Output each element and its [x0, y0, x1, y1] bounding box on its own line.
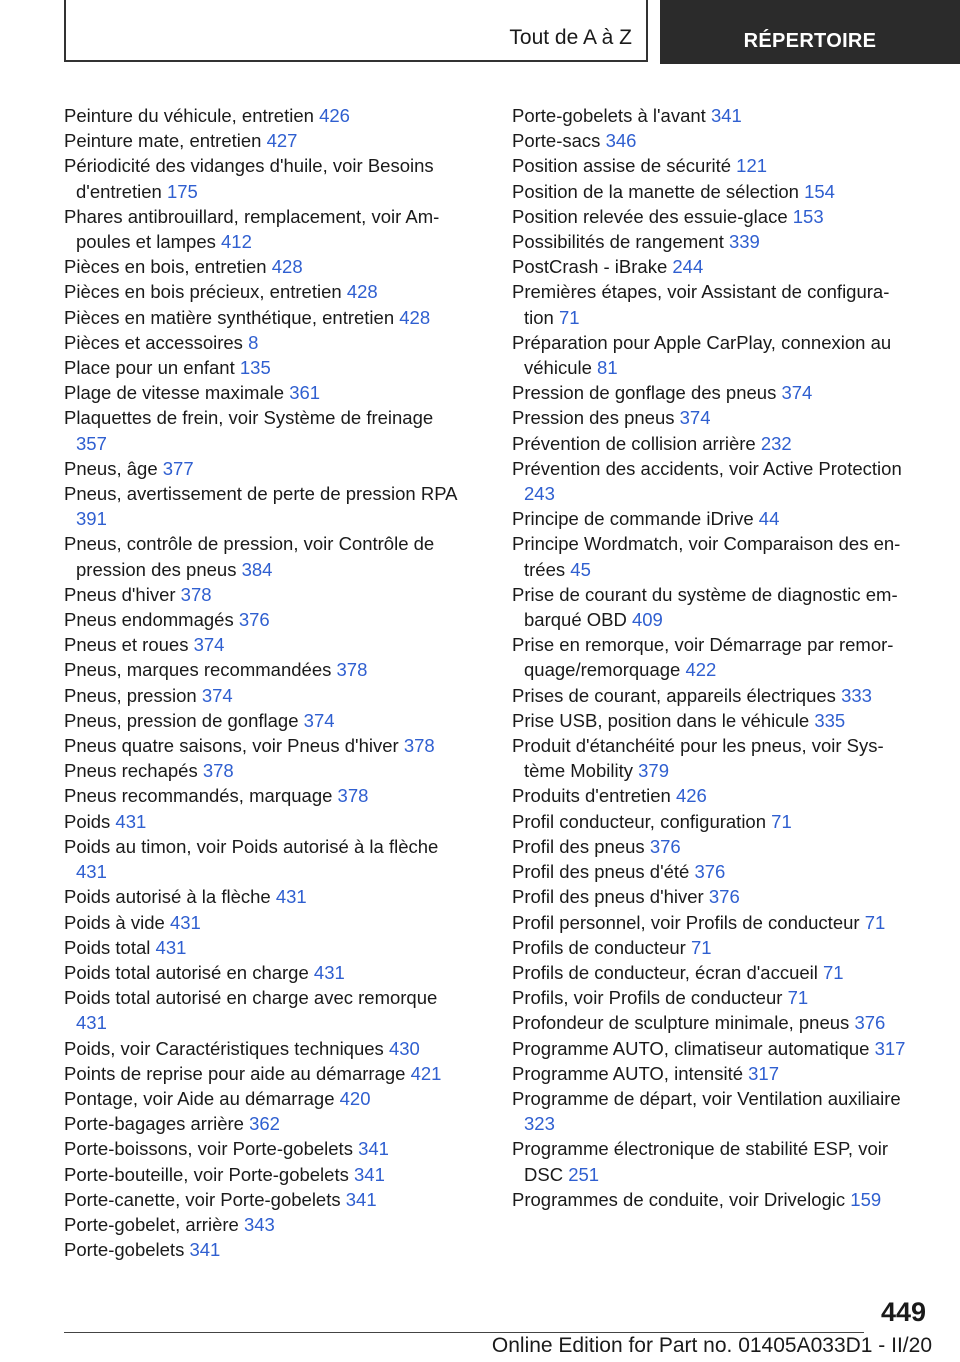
page-reference-link[interactable]: 428 [271, 256, 303, 278]
index-entry [512, 380, 912, 405]
index-entry [512, 330, 912, 380]
page-reference-link[interactable]: 378 [180, 583, 212, 605]
index-entry [64, 809, 464, 834]
page-reference-link[interactable]: 81 [597, 357, 618, 379]
index-entry-text: Poids autorisé à la flèche [64, 886, 271, 908]
index-entry [64, 531, 464, 581]
index-entry [64, 305, 464, 330]
index-entry [64, 1136, 464, 1161]
index-entry-text: Poids [64, 810, 111, 832]
index-entry [64, 733, 464, 758]
index-entry [512, 103, 912, 128]
page-reference-link[interactable]: 428 [346, 281, 378, 303]
page-reference-link[interactable]: 431 [76, 861, 107, 883]
page-reference-link[interactable]: 243 [524, 483, 555, 505]
section-tab [64, 0, 648, 62]
page-reference-link[interactable]: 378 [336, 659, 368, 681]
page-reference-link[interactable]: 421 [410, 1062, 442, 1084]
index-entry-text: Pression de gonflage des pneus [512, 382, 777, 404]
index-entry-text: Poids à vide [64, 911, 165, 933]
page-reference-link[interactable]: 378 [337, 785, 369, 807]
page-reference-link[interactable]: 71 [690, 936, 712, 958]
index-entry [512, 204, 912, 229]
index-entry-text: Poids total autorisé en charge [64, 961, 309, 983]
index-entry [64, 935, 464, 960]
index-entry-text: Prise USB, position dans le véhicule [512, 709, 810, 731]
index-entry-text: Principe Wordmatch, voir Comparaison des entrées [512, 533, 901, 580]
footer-edition: Online Edition for Part no. 01405A033D1 - II/20 [491, 1334, 932, 1357]
index-entry [512, 632, 912, 682]
page-reference-link[interactable]: 44 [758, 508, 780, 530]
page-reference-link[interactable]: 346 [605, 130, 637, 152]
page-reference-link[interactable]: 121 [736, 155, 768, 177]
page-reference-link[interactable]: 339 [728, 231, 760, 253]
index-entry [512, 1187, 912, 1212]
index-entry-text: PostCrash - iBrake [512, 256, 668, 278]
index-entry-text: Prises de courant, appareils électriques [512, 684, 836, 706]
index-entry-text: Prise de courant du système de diagnostic embarqué OBD [512, 583, 898, 631]
index-entry [64, 910, 464, 935]
index-entry [64, 1212, 464, 1237]
page-reference-link[interactable]: 251 [568, 1163, 600, 1185]
index-entry [64, 1162, 464, 1187]
index-entry [512, 809, 912, 834]
index-entry-text: Points de reprise pour aide au démarrage [64, 1062, 406, 1084]
index-entry-text: Pièces en bois précieux, entretien [64, 281, 342, 303]
page-reference-link[interactable]: 431 [115, 810, 147, 832]
page-reference-link[interactable]: 428 [399, 306, 431, 328]
page-reference-link[interactable]: 343 [243, 1213, 275, 1235]
page-reference-link[interactable]: 135 [239, 357, 271, 379]
page-reference-link[interactable]: 426 [675, 785, 707, 807]
index-entry [512, 1086, 912, 1136]
index-entry [64, 758, 464, 783]
index-entry [64, 456, 464, 481]
index-entry [512, 733, 912, 783]
page-reference-link[interactable]: 377 [162, 457, 194, 479]
page-reference-link[interactable]: 361 [289, 382, 321, 404]
index-entry-text: Pontage, voir Aide au démarrage [64, 1087, 335, 1109]
index-entry-text: Pneus, contrôle de pression, voir Contrôle de pression des pneus [64, 533, 435, 580]
index-entry [64, 657, 464, 682]
page-reference-link[interactable]: 341 [710, 105, 742, 126]
footer-divider [64, 1332, 864, 1333]
index-entry-text: Plage de vitesse maximale [64, 382, 285, 404]
index-entry-text: Pneus, pression de gonflage [64, 709, 299, 731]
index-entry-text: Profil des pneus d'été [512, 861, 690, 883]
index-entry-text: Peinture du véhicule, entretien [64, 105, 314, 126]
index-entry [64, 128, 464, 153]
page-reference-link[interactable]: 8 [248, 331, 259, 353]
page-reference-link[interactable]: 341 [358, 1138, 389, 1160]
index-entry-text: Porte-bagages arrière [64, 1113, 244, 1135]
page-reference-link[interactable]: 362 [249, 1113, 280, 1135]
page-reference-link[interactable]: 426 [319, 105, 350, 126]
page-header [64, 0, 960, 64]
page-reference-link[interactable]: 341 [345, 1188, 377, 1210]
index-entry [64, 103, 464, 128]
index-entry [512, 834, 912, 859]
index-entry [64, 380, 464, 405]
index-entry [64, 330, 464, 355]
index-entry-text: Prévention de collision arrière [512, 432, 756, 454]
index-entry [512, 960, 912, 985]
index-entry-text: Profils de conducteur [512, 936, 686, 958]
index-entry [512, 229, 912, 254]
index-entry-text: Pièces en bois, entretien [64, 256, 267, 278]
index-entry [512, 683, 912, 708]
index-entry-text: Pneus endommagés [64, 609, 234, 631]
page-reference-link[interactable]: 71 [558, 306, 580, 328]
index-entry [64, 1036, 464, 1061]
index-entry [512, 884, 912, 909]
index-entry-text: Porte-sacs [512, 130, 601, 152]
page-reference-link[interactable]: 431 [169, 911, 201, 933]
page-reference-link[interactable]: 335 [814, 709, 846, 731]
index-entry-text: Pneus, marques recommandées [64, 659, 332, 681]
index-entry [64, 204, 464, 254]
index-entry [64, 153, 464, 203]
index-entry-text: Plaquettes de frein, voir Système de freinage [64, 407, 434, 429]
page-reference-link[interactable]: 374 [201, 684, 233, 706]
index-entry-text: Pneus recommandés, marquage [64, 785, 333, 807]
index-entry-text: Position de la manette de sélection [512, 180, 799, 202]
index-entry-text: Pneus, pression [64, 684, 197, 706]
page-reference-link[interactable]: 71 [864, 911, 886, 933]
index-entry [512, 985, 912, 1010]
index-entry [64, 708, 464, 733]
page-reference-link[interactable]: 391 [76, 508, 107, 530]
index-entry-text: Pneus, avertissement de perte de pression RPA [64, 483, 457, 505]
page-reference-link[interactable]: 430 [388, 1037, 420, 1059]
index-entry [64, 405, 464, 455]
index-entry-text: Porte-gobelets à l'avant [512, 105, 706, 126]
index-entry-text: Produits d'entretien [512, 785, 671, 807]
chapter-label: RÉPERTOIRE [743, 30, 877, 52]
index-entry [64, 279, 464, 304]
index-entry-text: Prévention des accidents, voir Active Protection [512, 457, 902, 479]
page-reference-link[interactable]: 244 [672, 256, 704, 278]
index-entry [512, 708, 912, 733]
index-entry [512, 1061, 912, 1086]
page-reference-link[interactable]: 374 [303, 709, 335, 731]
index-entry-text: Pièces en matière synthétique, entretien [64, 306, 395, 328]
page-reference-link[interactable]: 376 [649, 835, 681, 857]
page-reference-link[interactable]: 378 [403, 735, 435, 757]
index-entry [64, 1111, 464, 1136]
page-reference-link[interactable]: 317 [748, 1062, 780, 1084]
index-entry [64, 355, 464, 380]
page-reference-link[interactable]: 376 [694, 861, 726, 883]
index-entry [64, 632, 464, 657]
index-entry [512, 254, 912, 279]
page-reference-link[interactable]: 374 [679, 407, 711, 429]
index-entry-text: Profil conducteur, configuration [512, 810, 767, 832]
page-reference-link[interactable]: 384 [241, 558, 273, 580]
page-reference-link[interactable]: 376 [238, 609, 270, 631]
index-entry-text: Position relevée des essuie-glace [512, 205, 788, 227]
index-column-right [512, 103, 912, 1212]
index-entry-text: Pneus et roues [64, 634, 189, 656]
index-entry-text: Pneus d'hiver [64, 583, 176, 605]
index-entry [512, 1010, 912, 1035]
index-entry [512, 279, 912, 329]
index-entry-text: Programme de départ, voir Ventilation auxiliaire [512, 1087, 901, 1109]
index-entry [64, 985, 464, 1035]
index-entry-text: Profils de conducteur, écran d'accueil [512, 961, 818, 983]
index-entry-text: Poids au timon, voir Poids autorisé à la flèche [64, 835, 439, 857]
index-entry [64, 582, 464, 607]
index-entry-text: Phares antibrouillard, remplacement, voir Ampoules et lampes [64, 205, 440, 253]
page-reference-link[interactable]: 422 [685, 659, 717, 681]
page-reference-link[interactable]: 159 [850, 1188, 882, 1210]
index-entry [64, 607, 464, 632]
index-entry-text: Pneus quatre saisons, voir Pneus d'hiver [64, 735, 399, 757]
index-entry [512, 935, 912, 960]
index-entry [512, 153, 912, 178]
index-entry [512, 431, 912, 456]
index-entry [64, 1061, 464, 1086]
index-entry [512, 456, 912, 506]
page-reference-link[interactable]: 317 [874, 1037, 906, 1059]
index-entry [64, 683, 464, 708]
page-reference-link[interactable]: 71 [823, 961, 844, 983]
index-entry-text: Profil des pneus [512, 835, 645, 857]
index-entry-text: Préparation pour Apple CarPlay, connexion au véhicule [512, 331, 892, 379]
page-reference-link[interactable]: 341 [354, 1163, 385, 1185]
index-entry-text: Principe de commande iDrive [512, 508, 754, 530]
index-entry [64, 960, 464, 985]
index-entry [64, 481, 464, 531]
index-entry [64, 884, 464, 909]
page-reference-link[interactable]: 333 [841, 684, 872, 706]
page-reference-link[interactable]: 409 [631, 609, 663, 631]
index-entry-text: Pièces et accessoires [64, 331, 243, 353]
index-entry-text: Profil personnel, voir Profils de conducteur [512, 911, 860, 933]
index-entry-text: Programmes de conduite, voir Drivelogic [512, 1188, 846, 1210]
index-entry-text: Programme AUTO, intensité [512, 1062, 743, 1084]
page-reference-link[interactable]: 154 [804, 180, 835, 202]
index-entry [512, 1136, 912, 1186]
index-entry-text: Programme électronique de stabilité ESP, voir DSC [512, 1138, 889, 1185]
page-reference-link[interactable]: 232 [760, 432, 792, 454]
page-reference-link[interactable]: 431 [76, 1012, 107, 1034]
index-entry [512, 582, 912, 632]
index-entry-text: Position assise de sécurité [512, 155, 732, 177]
index-entry [64, 1086, 464, 1111]
index-column-left [64, 103, 464, 1262]
page-reference-link[interactable]: 378 [202, 760, 234, 782]
index-entry-text: Porte-canette, voir Porte-gobelets [64, 1188, 341, 1210]
index-entry-text: Place pour un enfant [64, 357, 235, 379]
index-entry-text: Porte-boissons, voir Porte-gobelets [64, 1138, 353, 1160]
index-entry [512, 506, 912, 531]
index-entry-text: Poids total autorisé en charge avec remorque [64, 987, 438, 1009]
page-reference-link[interactable]: 376 [854, 1012, 886, 1034]
page-reference-link[interactable]: 376 [708, 886, 740, 908]
page-reference-link[interactable]: 427 [266, 130, 298, 152]
index-entry [512, 1036, 912, 1061]
index-entry-text: Produit d'étanchéité pour les pneus, voir Système Mobility [512, 735, 884, 782]
index-entry [64, 1187, 464, 1212]
page-reference-link[interactable]: 431 [155, 936, 187, 958]
index-entry [512, 128, 912, 153]
index-entry-text: Prise en remorque, voir Démarrage par remorquage/remorquage [512, 634, 894, 681]
page-reference-link[interactable]: 431 [275, 886, 307, 908]
page-reference-link[interactable]: 71 [771, 810, 792, 832]
page-reference-link[interactable]: 323 [524, 1113, 555, 1135]
page-reference-link[interactable]: 379 [638, 760, 669, 782]
index-entry-text: Profil des pneus d'hiver [512, 886, 704, 908]
index-entry-text: Pneus, âge [64, 457, 158, 479]
index-entry-text: Profondeur de sculpture minimale, pneus [512, 1012, 850, 1034]
index-entry-text: Poids, voir Caractéristiques techniques [64, 1037, 384, 1059]
index-entry-text: Périodicité des vidanges d'huile, voir Besoins d'entretien [64, 155, 434, 202]
page-reference-link[interactable]: 420 [339, 1087, 371, 1109]
index-entry-text: Porte-bouteille, voir Porte-gobelets [64, 1163, 349, 1185]
index-entry [512, 179, 912, 204]
chapter-tab [660, 0, 960, 64]
index-entry-text: Porte-gobelets [64, 1239, 185, 1261]
section-label: Tout de A à Z [509, 26, 632, 49]
index-entry [512, 910, 912, 935]
page-reference-link[interactable]: 175 [166, 180, 198, 202]
page-reference-link[interactable]: 431 [313, 961, 345, 983]
index-entry [64, 783, 464, 808]
page-reference-link[interactable]: 357 [76, 432, 107, 454]
index-entry-text: Programme AUTO, climatiseur automatique [512, 1037, 870, 1059]
page-reference-link[interactable]: 153 [792, 205, 824, 227]
index-entry-text: Premières étapes, voir Assistant de configuration [512, 281, 890, 328]
index-entry [512, 859, 912, 884]
page-reference-link[interactable]: 374 [781, 382, 813, 404]
page-reference-link[interactable]: 45 [570, 558, 591, 580]
index-entry-text: Porte-gobelet, arrière [64, 1213, 239, 1235]
index-entry [512, 531, 912, 581]
index-entry-text: Poids total [64, 936, 151, 958]
index-entry [64, 1237, 464, 1262]
page-reference-link[interactable]: 341 [189, 1239, 221, 1261]
index-entry-text: Peinture mate, entretien [64, 130, 262, 152]
page-number: 449 [880, 1297, 926, 1327]
page-reference-link[interactable]: 374 [193, 634, 225, 656]
index-entry [512, 405, 912, 430]
page-reference-link[interactable]: 412 [221, 231, 252, 253]
index-entry-text: Profils, voir Profils de conducteur [512, 987, 783, 1009]
page-reference-link[interactable]: 71 [787, 987, 809, 1009]
index-entry-text: Possibilités de rangement [512, 231, 724, 253]
index-entry-text: Pression des pneus [512, 407, 675, 429]
index-entry [64, 834, 464, 884]
index-entry [512, 783, 912, 808]
index-entry [64, 254, 464, 279]
index-entry-text: Pneus rechapés [64, 760, 198, 782]
